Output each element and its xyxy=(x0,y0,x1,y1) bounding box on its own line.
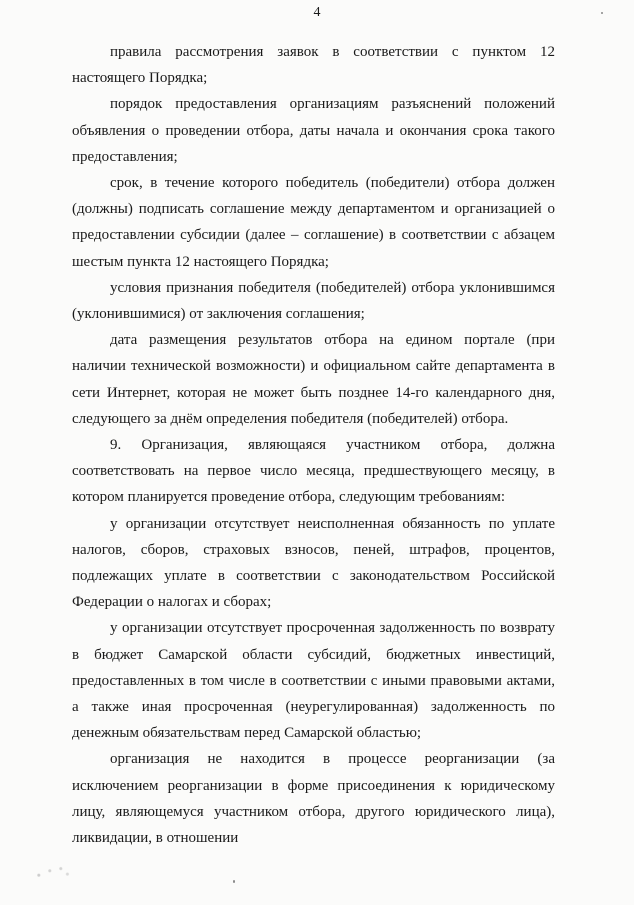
scan-speck xyxy=(601,12,603,14)
paragraph-section-9: 9. Организация, являющаяся участником отбора, должна соответствовать на первое число месяца, предшествующего месяцу, в котором планируется проведение отбора, следующим требованиям: xyxy=(72,437,555,506)
paragraph-results-publication: дата размещения результатов отбора на едином портале (при наличии технической возможности) и официальном сайте департамента в сети Интернет, которая не может быть позднее 14-го календарного дня, следующего за днём определения победителя (победителей) отбора. xyxy=(72,332,555,427)
document-body xyxy=(72,39,555,851)
page-number: 4 xyxy=(313,5,321,20)
paragraph-budget-debt: у организации отсутствует просроченная задолженность по возврату в бюджет Самарской области субсидий, бюджетных инвестиций, предоставленных в том числе в соответствии с иными правовыми актами, а также иная просроченная (неурегулированная) задолженность по денежным обязательствам перед Самарской областью; xyxy=(72,620,555,742)
scan-speck xyxy=(233,880,235,883)
paragraph-agreement-deadline: срок, в течение которого победитель (победители) отбора должен (должны) подписать соглашение между департаментом и организацией о предоставлении субсидии (далее – соглашение) в соответствии с абзацем шестым пункта 12 настоящего Порядка; xyxy=(72,175,555,270)
paragraph-clarifications: порядок предоставления организациям разъяснений положений объявления о проведении отбора, даты начала и окончания срока такого предоставления; xyxy=(72,96,555,165)
scan-smudge xyxy=(30,862,74,884)
paragraph-review-rules: правила рассмотрения заявок в соответствии с пунктом 12 настоящего Порядка; xyxy=(72,44,555,87)
paragraph-reorganization: организация не находится в процессе реорганизации (за исключением реорганизации в форме присоединения к юридическому лицу, являющемуся участником отбора, другого юридического лица), ликвидации, в отношении xyxy=(72,751,555,847)
paragraph-evasion-conditions: условия признания победителя (победителей) отбора уклонившимся (уклонившимися) от заключения соглашения; xyxy=(72,279,555,323)
paragraph-tax-obligations: у организации отсутствует неисполненная обязанность по уплате налогов, сборов, страховых взносов, пеней, штрафов, процентов, подлежащих уплате в соответствии с законодательством Российской Федерации о налогах и сборах; xyxy=(72,515,555,611)
